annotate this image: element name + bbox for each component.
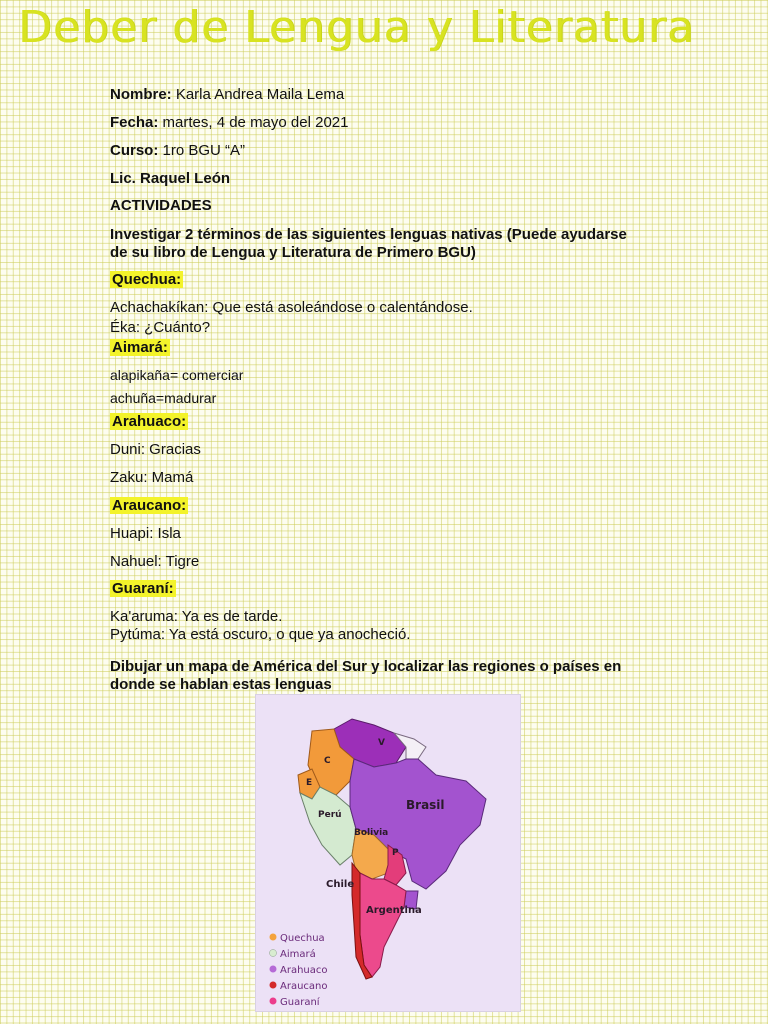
name-value: Karla Andrea Maila Lema <box>171 86 345 103</box>
term-guarani-1: Ka'aruma: Ya es de tarde. <box>110 608 283 625</box>
date-label: Fecha: <box>110 114 159 131</box>
map-label-e: E <box>306 778 313 788</box>
language-heading-aimara: Aimará: <box>112 339 168 356</box>
activities-heading: ACTIVIDADES <box>110 197 212 214</box>
term-quechua-1: Achachakíkan: Que está asoleándose o calentándose. <box>110 299 473 316</box>
term-aimara-2: achuña=madurar <box>110 390 217 406</box>
term-aimara-1: alapikaña= comerciar <box>110 367 244 383</box>
instruction-2-line-2: donde se hablan estas lenguas <box>110 676 332 693</box>
legend-araucano: Araucano <box>280 981 328 992</box>
map-label-p: P <box>392 848 399 858</box>
course-line <box>110 142 245 159</box>
instruction-2-line-1: Dibujar un mapa de América del Sur y localizar las regiones o países en <box>110 658 622 675</box>
map-label-v: V <box>378 738 385 748</box>
name-label: Nombre: <box>110 86 172 103</box>
map-legend <box>270 933 328 1008</box>
map-svg <box>256 695 520 1011</box>
term-arahuaco-2: Zaku: Mamá <box>110 469 194 486</box>
page-title: Deber de Lengua y Literatura <box>18 2 695 53</box>
legend-dot-quechua <box>270 934 277 941</box>
term-quechua-2: Éka: ¿Cuánto? <box>110 319 211 336</box>
region-argentina <box>360 873 406 977</box>
term-guarani-2: Pytúma: Ya está oscuro, o que ya anocheció. <box>110 626 411 643</box>
term-arahuaco-1: Duni: Gracias <box>110 441 201 458</box>
legend-guarani: Guaraní <box>280 997 320 1008</box>
instruction-2 <box>110 658 670 694</box>
legend-quechua: Quechua <box>280 933 325 944</box>
course-label: Curso: <box>110 142 159 159</box>
map-label-peru: Perú <box>318 810 342 820</box>
map-label-bolivia: Bolivia <box>354 828 389 838</box>
legend-dot-aimara <box>270 950 277 957</box>
instruction-1-line-1: Investigar 2 términos de las siguientes lenguas nativas (Puede ayudarse <box>110 226 627 243</box>
legend-dot-araucano <box>270 982 277 989</box>
legend-dot-arahuaco <box>270 966 277 973</box>
term-araucano-2: Nahuel: Tigre <box>110 553 200 570</box>
date-line <box>110 114 348 131</box>
legend-aimara: Aimará <box>280 949 316 960</box>
map-label-chile: Chile <box>326 879 355 890</box>
instruction-1-line-2: de su libro de Lengua y Literatura de Primero BGU) <box>110 244 476 261</box>
term-araucano-1: Huapi: Isla <box>110 525 181 542</box>
language-heading-guarani: Guaraní: <box>112 580 174 597</box>
legend-dot-guarani <box>270 998 277 1005</box>
south-america-map-drawing <box>255 694 521 1012</box>
map-label-c: C <box>324 756 331 766</box>
map-label-argentina: Argentina <box>366 905 422 916</box>
region-peru <box>300 787 356 865</box>
instruction-1 <box>110 226 670 262</box>
language-heading-araucano: Araucano: <box>112 497 187 514</box>
teacher-name: Lic. Raquel León <box>110 170 231 187</box>
legend-arahuaco: Arahuaco <box>280 965 328 976</box>
course-value: 1ro BGU “A” <box>158 142 246 159</box>
date-value: martes, 4 de mayo del 2021 <box>158 114 349 131</box>
map-label-brasil: Brasil <box>406 798 445 812</box>
language-heading-quechua: Quechua: <box>112 271 182 288</box>
student-name-line <box>110 86 344 103</box>
language-heading-arahuaco: Arahuaco: <box>112 413 187 430</box>
